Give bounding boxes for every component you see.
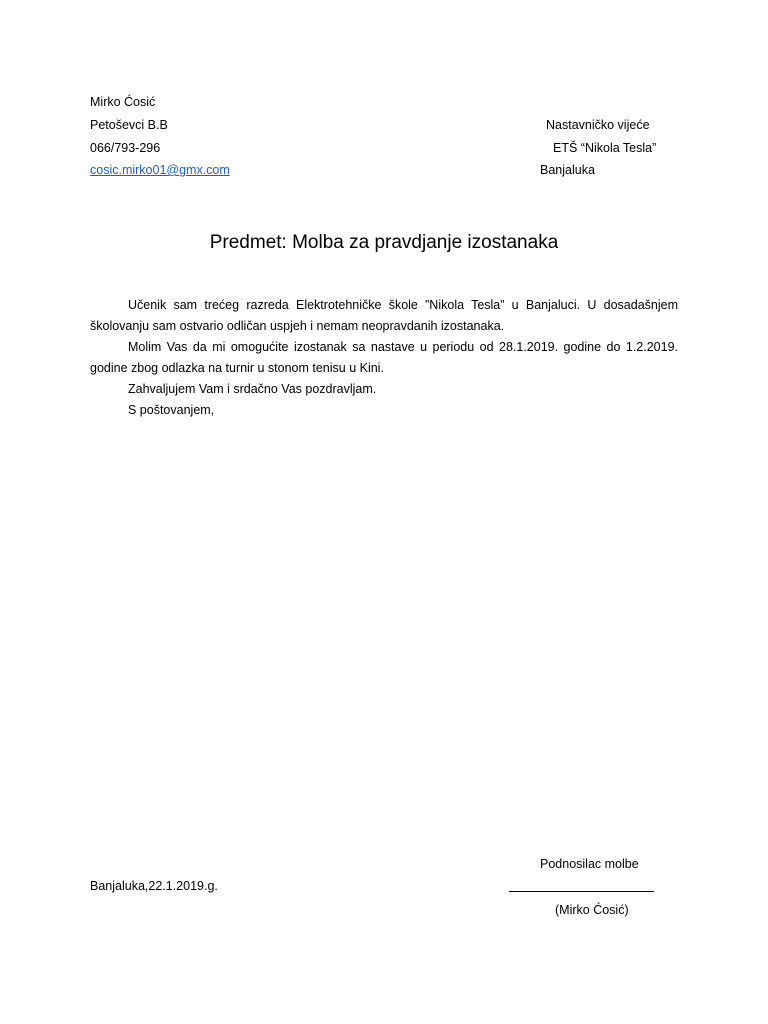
signature-line [509, 879, 654, 892]
recipient-line-1: Nastavničko vijeće [546, 118, 650, 132]
body-paragraph-1: Učenik sam trećeg razreda Elektrotehničke škole ”Nikola Tesla” u Banjaluci. U dosadašnjem školovanju sam ostvario odličan uspjeh i nemam neopravdanih izostanaka. [90, 298, 678, 333]
recipient-line-3: Banjaluka [540, 163, 595, 177]
signature-name: (Mirko Ćosić) [555, 903, 629, 917]
letter-body [90, 295, 678, 421]
body-paragraph-3: Zahvaljujem Vam i srdačno Vas pozdravljam. [128, 382, 377, 396]
subject-heading: Predmet: Molba za pravdjanje izostanaka [209, 232, 559, 253]
sender-name: Mirko Ćosić [90, 95, 156, 109]
signature-label: Podnosilac molbe [540, 857, 639, 871]
sender-address: Petoševci B.B [90, 118, 168, 132]
body-paragraph-2: Molim Vas da mi omogućite izostanak sa nastave u periodu od 28.1.2019. godine do 1.2.2019. godine zbog odlazka na turnir u stonom tenisu u Kini. [90, 340, 678, 375]
recipient-line-2: ETŠ “Nikola Tesla” [553, 141, 657, 155]
sender-email-link[interactable]: cosic.mirko01@gmx.com [90, 163, 230, 177]
body-paragraph-4: S poštovanjem, [128, 403, 215, 417]
place-date: Banjaluka,22.1.2019.g. [90, 879, 218, 893]
sender-phone: 066/793-296 [90, 141, 161, 155]
